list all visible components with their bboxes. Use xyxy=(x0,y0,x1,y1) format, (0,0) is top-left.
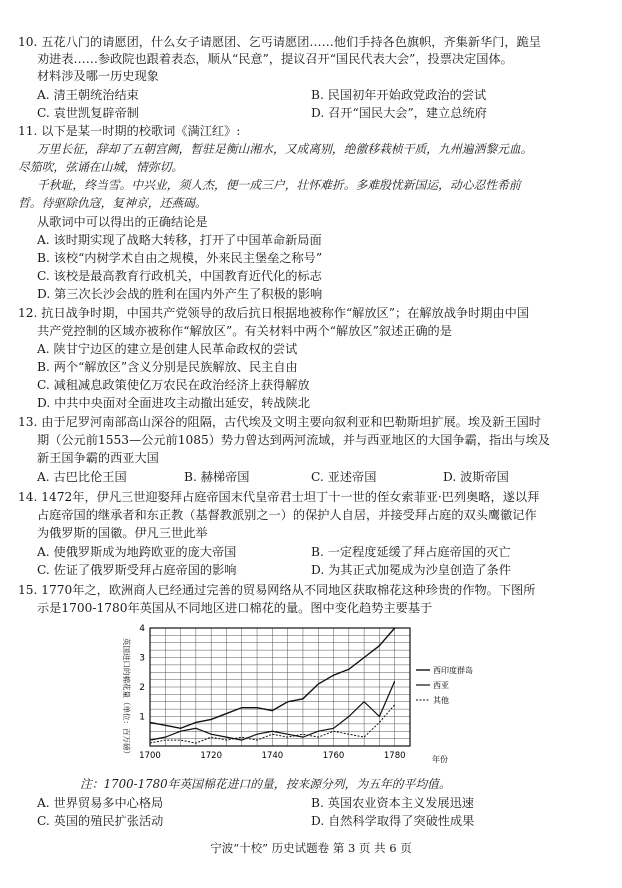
q13-stem-line-3: 新王国争霸的西亚大国 xyxy=(37,451,159,465)
q11-lyric-line-1: 万里长征，辞却了五朝宫阙，暂驻足衡山湘水，又成离别，绝徼移栽桢干质，九州遍洒黎元血。 xyxy=(37,142,533,156)
y-tick-label: 4 xyxy=(139,624,145,634)
q14-option-c[interactable]: C. 佐证了俄罗斯受拜占庭帝国的影响 xyxy=(37,563,237,577)
legend-label-1: 西印度群岛 xyxy=(433,666,473,675)
x-tick-label: 1780 xyxy=(383,751,406,761)
chart-plot-area xyxy=(139,624,473,761)
q15-chart-note: 注：1700-1780年英国棉花进口的量，按来源分列，为五年的平均值。 xyxy=(80,777,451,791)
q12-option-b[interactable]: B. 两个“解放区”含义分别是民族解放、民主自由 xyxy=(37,360,298,374)
q10-option-c[interactable]: C. 袁世凯复辟帝制 xyxy=(37,106,139,120)
legend-label-3: 其他 xyxy=(433,696,449,705)
q14-stem-line-1: 14. 1472年，伊凡三世迎娶拜占庭帝国末代皇帝君士坦丁十一世的侄女索菲亚·巴列奥略，遂以拜 xyxy=(18,490,540,504)
y-tick-label: 2 xyxy=(139,683,145,693)
q11-lyric-line-4: 哲。待驱除仇寇，复神京，还燕碣。 xyxy=(18,196,207,210)
q15-stem-line-1: 15. 1770年之，欧洲商人已经通过完善的贸易网络从不同地区获取棉花这种珍贵的作物。下图所 xyxy=(18,583,536,597)
q10-stem-line-1: 10. 五花八门的请愿团，什么女子请愿团、乞丐请愿团……他们手持各色旗帜，齐集新华门，跪呈 xyxy=(18,35,541,49)
q10-option-b[interactable]: B. 民国初年开始政党政治的尝试 xyxy=(311,88,487,102)
q11-option-a[interactable]: A. 该时期实现了战略大转移，打开了中国革命新局面 xyxy=(37,233,322,247)
q14-option-d[interactable]: D. 为其正式加冕成为沙皇创造了条件 xyxy=(311,563,511,577)
q11-option-d[interactable]: D. 第三次长沙会战的胜利在国内外产生了积极的影响 xyxy=(37,287,323,301)
q10-stem-line-3: 材料涉及哪一历史现象 xyxy=(37,69,159,83)
q13-option-a[interactable]: A. 古巴比伦王国 xyxy=(37,470,127,484)
q11-option-b[interactable]: B. 该校“内树学术自由之规模，外来民主堡垒之称号” xyxy=(37,251,323,265)
x-tick-label: 1760 xyxy=(322,751,345,761)
q13-option-b[interactable]: B. 赫梯帝国 xyxy=(184,470,250,484)
q10-option-d[interactable]: D. 召开“国民大会”，建立总统府 xyxy=(311,106,487,120)
q14-option-b[interactable]: B. 一定程度延缓了拜占庭帝国的灭亡 xyxy=(311,545,511,559)
q15-option-c[interactable]: C. 英国的殖民扩张活动 xyxy=(37,814,164,828)
y-tick-label: 3 xyxy=(139,653,145,664)
x-tick-label: 1740 xyxy=(261,751,284,761)
q12-stem-line-1: 12. 抗日战争时期，中国共产党领导的敌后抗日根据地被称作“解放区”；在解放战争时期由中国 xyxy=(18,306,530,320)
y-tick-label: 1 xyxy=(139,712,145,723)
q11-question: 从歌词中可以得出的正确结论是 xyxy=(37,215,208,229)
q12-stem-line-2: 共产党控制的区域亦被称作“解放区”。有关材料中两个“解放区”叙述正确的是 xyxy=(37,324,452,338)
q12-option-d[interactable]: D. 中共中央面对全面进攻主动撤出延安，转战陕北 xyxy=(37,396,311,410)
q15-option-b[interactable]: B. 英国农业资本主义发展迅速 xyxy=(311,796,474,810)
q14-stem-line-2: 占庭帝国的继承者和东正教（基督教派别之一）的保护人自居，并接受拜占庭的双头鹰徽记作 xyxy=(37,508,537,522)
page-footer: 宁波“十校” 历史试题卷 第 3 页 共 6 页 xyxy=(210,841,412,855)
chart-y-axis-label: 英国进口的棉花量（单位：百万磅） xyxy=(122,638,131,758)
q11-lyric-line-3: 千秋耻，终当雪。中兴业，须人杰，便一成三户，壮怀难折。多难殷忧新国运，动心忍性希前 xyxy=(37,178,521,192)
x-tick-label: 1700 xyxy=(139,751,161,761)
q14-stem-line-3: 为俄罗斯的国徽。伊凡三世此举 xyxy=(37,526,208,540)
q11-stem: 11. 以下是某一时期的校歌词《满江红》: xyxy=(18,124,241,138)
q11-lyric-line-2: 尽笳吹，弦诵在山城，情弥切。 xyxy=(18,160,184,174)
cotton-import-chart xyxy=(110,618,490,778)
q12-option-a[interactable]: A. 陕甘宁边区的建立是创建人民革命政权的尝试 xyxy=(37,342,298,356)
q13-stem-line-2: 期（公元前1553—公元前1085）势力曾达到两河流域，并与西亚地区的大国争霸，指出与埃及 xyxy=(37,433,550,447)
legend-label-2: 西亚 xyxy=(433,681,449,690)
chart-x-axis-unit: 年份 xyxy=(432,755,448,764)
q15-option-d[interactable]: D. 自然科学取得了突破性成果 xyxy=(311,814,475,828)
q12-option-c[interactable]: C. 减租减息政策使亿万农民在政治经济上获得解放 xyxy=(37,378,310,392)
q11-option-c[interactable]: C. 该校是最高教育行政机关，中国教育近代化的标志 xyxy=(37,269,322,283)
q10-stem-line-2: 劝进表……参政院也跟着表态，顺从“民意”，提议召开“国民代表大会”，投票决定国体。 xyxy=(37,52,513,66)
q13-stem-line-1: 13. 由于尼罗河南部高山深谷的阻隔，古代埃及文明主要向叙利亚和巴勒斯坦扩展。埃及新王国时 xyxy=(18,415,541,429)
q13-option-c[interactable]: C. 亚述帝国 xyxy=(311,470,377,484)
q14-option-a[interactable]: A. 使俄罗斯成为地跨欧亚的庞大帝国 xyxy=(37,545,237,559)
q15-stem-line-2: 示是1700-1780年英国从不同地区进口棉花的量。图中变化趋势主要基于 xyxy=(37,601,433,615)
x-tick-label: 1720 xyxy=(200,751,222,761)
q15-option-a[interactable]: A. 世界贸易多中心格局 xyxy=(37,796,164,810)
q13-option-d[interactable]: D. 波斯帝国 xyxy=(443,470,509,484)
q10-option-a[interactable]: A. 清王朝统治结束 xyxy=(37,88,139,102)
